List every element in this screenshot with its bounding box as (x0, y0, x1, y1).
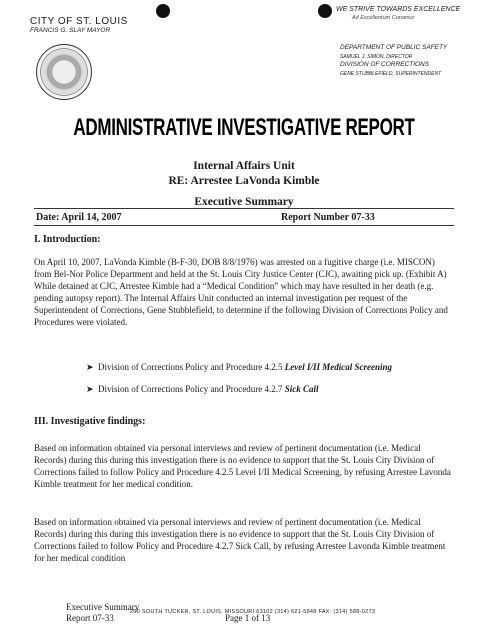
section-heading: III. Investigative findings: (34, 416, 146, 427)
section-heading: I. Introduction: (34, 234, 101, 245)
bullet-text: Division of Corrections Policy and Procedure 4.2.5 (98, 362, 285, 372)
bullet-arrow-icon: ➤ (86, 384, 99, 394)
intro-paragraph: On April 10, 2007, LaVonda Kimble (B-F-30, DOB 8/8/1976) was arrested on a fugitive charge (i.e. MISCON) from Bel-Nor Police Department and held at the St. Louis City Justice Center (CJC), awaiting pick up. (Exhibit A) While detained at CJC, Arrestee Kimble had a “Medical Condition” which may have resulted in her death (e.g. pending autopsy report). The Internal Affairs Unit conducted an internal investigation per request of the Superintendent of Corrections, Gene Stubblefield, to determine if the following Division of Corrections Policy and Procedures were violated. (34, 257, 448, 327)
bullet-emphasis: Level I/II Medical Screening (284, 362, 393, 372)
city-seal-icon (36, 44, 92, 100)
finding-paragraph: Based on information obtained via personal interviews and review of pertinent documentation (i.e. Medical Records) during this during this investigation there is no evidence to support that the St. Louis City Division of Corrections failed to follow Policy and Procedure 4.2.5 Level I/II Medical Screening, by refusing Arrestee Lavonda Kimble treatment for her medical condition. (34, 443, 451, 489)
divider (34, 208, 454, 209)
divider (34, 225, 454, 226)
dept-line: DEPARTMENT OF PUBLIC SAFETY (340, 44, 448, 51)
bullet-text: Division of Corrections Policy and Procedure 4.2.7 (98, 384, 285, 394)
unit-title: Internal Affairs Unit (193, 160, 295, 172)
punch-hole (318, 4, 332, 18)
footer-summary: Executive Summary (66, 602, 140, 612)
footer-address: 200 SOUTH TUCKER, ST. LOUIS, MISSOURI 63102 (314) 621-5848 FAX: (314) 588-0273 (130, 609, 376, 615)
dept-line: DIVISION OF CORRECTIONS (340, 61, 430, 68)
motto: WE STRIVE TOWARDS EXCELLENCE (336, 6, 461, 13)
city-name: CITY OF ST. LOUIS (30, 16, 128, 27)
bullet-arrow-icon: ➤ (86, 362, 99, 372)
report-date: Date: April 14, 2007 (36, 212, 122, 223)
report-number: Report Number 07-33 (281, 212, 375, 223)
department-block (340, 44, 447, 78)
footer-report: Report 07-33 (66, 613, 114, 623)
list-item (86, 362, 392, 373)
page-number: Page 1 of 13 (225, 613, 271, 623)
subject-line: RE: Arrestee LaVonda Kimble (168, 175, 320, 187)
summary-title: Executive Summary (194, 196, 294, 208)
punch-hole (156, 4, 170, 18)
finding-paragraph: Based on information obtained via personal interviews and review of pertinent documentation (i.e. Medical Records) during this during this investigation there is no evidence to support that the St. Louis City Division of Corrections failed to follow Policy and Procedure 4.2.7 Sick Call, by refusing Arrestee Lavonda Kimble treatment for her medical condition (34, 517, 446, 563)
report-banner: ADMINISTRATIVE INVESTIGATIVE REPORT (73, 114, 415, 141)
bullet-emphasis: Sick Call (284, 384, 319, 394)
dept-line: SAMUEL J. SIMON, DIRECTOR (340, 53, 413, 60)
mayor-name: FRANCIS G. SLAY MAYOR (30, 27, 111, 34)
dept-line: GENE STUBBLEFIELD, SUPERINTENDENT (340, 70, 442, 77)
list-item (86, 384, 319, 395)
motto-latin: Ad Excellentum Conamur (352, 15, 415, 21)
